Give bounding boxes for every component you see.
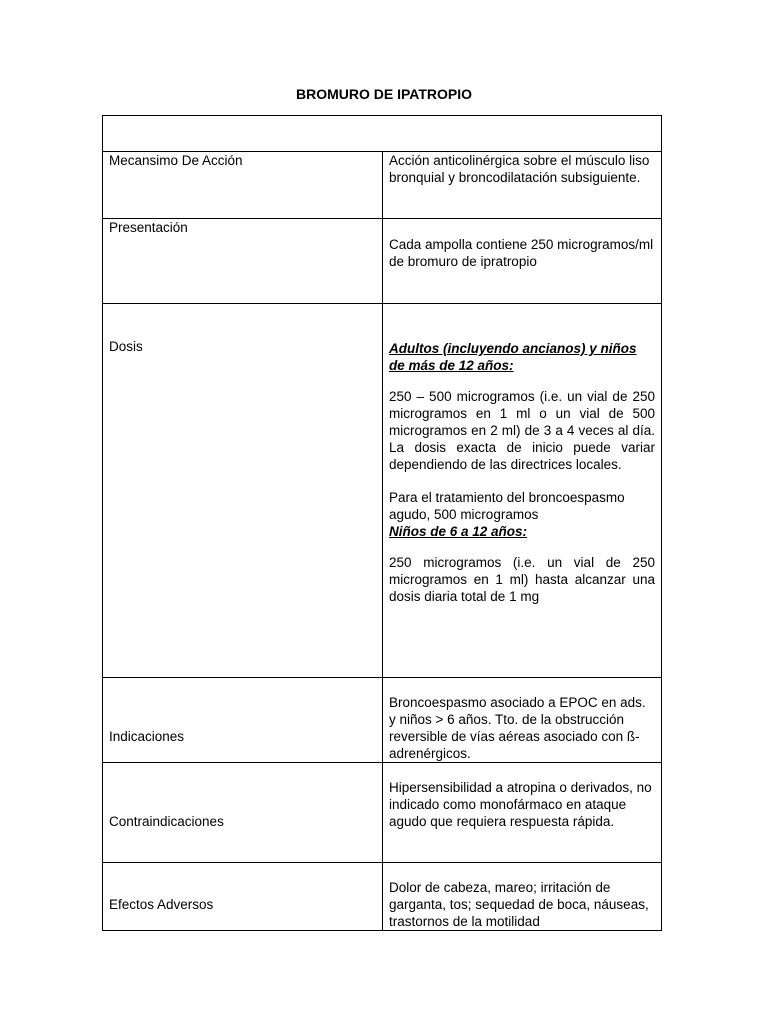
dosis-cell [383,304,662,678]
table-row-empty-header [103,116,662,152]
presentacion-cell [383,219,662,304]
efectos-label-cell [103,863,383,931]
table-row-presentacion [103,219,662,304]
drug-info-table [102,115,662,931]
empty-header-cell [103,116,662,152]
table-row-dosis [103,304,662,678]
dosis-adult-heading: Adultos (incluyendo ancianos) y niños de más de 12 años: [389,341,637,373]
efectos-text: Dolor de cabeza, mareo; irritación de garganta, tos; sequedad de boca, náuseas, trastornos de la motilidad [389,880,649,929]
dosis-label-cell [103,304,383,678]
mecanismo-text: Acción anticolinérgica sobre el músculo liso bronquial y broncodilatación subsiguiente. [383,152,662,219]
presentacion-label: Presentación [103,219,383,304]
dosis-child-heading: Niños de 6 a 12 años: [389,524,528,539]
indicaciones-cell [383,678,662,763]
table-row-efectos [103,863,662,931]
contraindicaciones-text: Hipersensibilidad a atropina o derivados, no indicado como monofármaco en ataque agudo que requiera respuesta rápida. [389,780,652,829]
contraindicaciones-label-cell [103,763,383,863]
table-row-indicaciones [103,678,662,763]
mecanismo-label: Mecansimo De Acción [103,152,383,219]
table-row-mecanismo [103,152,662,219]
indicaciones-label-cell [103,678,383,763]
contraindicaciones-label: Contraindicaciones [109,814,224,829]
dosis-label: Dosis [109,339,143,354]
indicaciones-label: Indicaciones [109,729,185,744]
table-row-contraindicaciones [103,763,662,863]
page-title: BROMURO DE IPATROPIO [295,86,473,102]
dosis-acute-text: Para el tratamiento del broncoespasmo agudo, 500 microgramos [389,490,625,522]
indicaciones-text: Broncoespasmo asociado a EPOC en ads. y niños > 6 años. Tto. de la obstrucción reversible de vías aéreas asociado con ß-adrenérgicos. [389,695,646,761]
presentacion-text: Cada ampolla contiene 250 microgramos/ml de bromuro de ipratropio [389,237,654,269]
contraindicaciones-cell [383,763,662,863]
efectos-cell [383,863,662,931]
dosis-adult-text: 250 – 500 microgramos (i.e. un vial de 250 microgramos en 1 ml o un vial de 500 microgramos en 2 ml) de 3 a 4 veces al día. La dosis exacta de inicio puede variar dependiendo de las directrices locales. [389,389,655,472]
efectos-label: Efectos Adversos [109,897,214,912]
dosis-child-text: 250 microgramos (i.e. un vial de 250 microgramos en 1 ml) hasta alcanzar una dosis diaria total de 1 mg [389,555,655,604]
